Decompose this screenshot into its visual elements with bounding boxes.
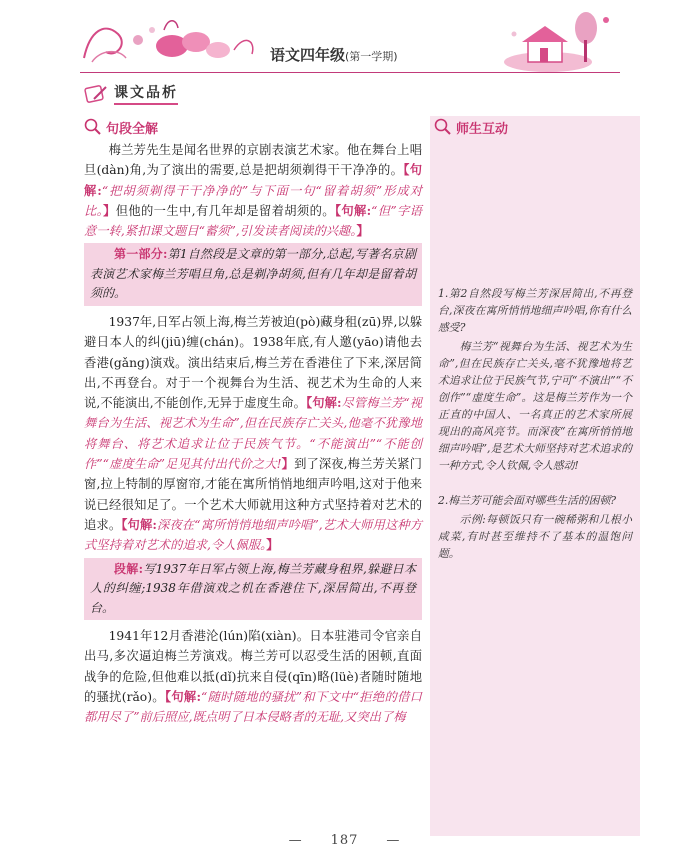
main-column [84,116,422,728]
side-title: 师生互动 [456,121,509,137]
annotation-text: “但”字语意一转,紧扣课文题目“蓄须”,引发读者阅读的兴趣。 [84,203,422,239]
p1-text-2: 但他的一生中,有几年却是留着胡须的。 [115,203,335,218]
annotation-tag-end: 】 [266,537,279,553]
p1-text: 梅兰芳先生是闻名世界的京剧表演艺术家。他在舞台上唱旦(dàn)角,为了演出的需要,总是把胡须剃得干干净净的。 [84,143,422,178]
annotation-tag: 【句解: [306,395,342,411]
summary-text: 写1937年日军占领上海,梅兰芳藏身租界,躲避日本人的纠缠;1938年借演戏之机在香港住下,深居简出,不再登台。 [90,561,416,615]
header-title-main: 语文四年级 [270,46,346,64]
side-column [430,116,640,836]
side-heading [430,116,640,138]
paragraph-3 [84,626,422,727]
summary-head: 段解: [114,561,144,576]
summary-part-1 [84,243,422,306]
summary-text: 第1自然段是文章的第一部分,总起,写著名京剧表演艺术家梅兰芳唱旦角,总是剃净胡须,但有几年却是留着胡须的。 [90,247,416,301]
question-2: 2.梅兰芳可能会面对哪些生活的困顿? [438,494,617,507]
header-decoration [0,0,689,80]
summary-part-2 [84,558,422,621]
annotation-text: “把胡须剃得干干净净的”与下面一句“留着胡须”形成对比。 [84,183,422,218]
annotation-tag-end: 】 [281,456,295,472]
question-1: 1.第2自然段写梅兰芳深居简出,不再登台,深夜在寓所悄悄地细声吟唱,你有什么感受? [438,287,632,334]
annotation-text: 深夜在“寓所悄悄地细声吟唱”,艺术大师用这种方式坚持着对艺术的追求,令人佩服。 [84,517,423,553]
annotation-tag-end: 】 [103,202,116,218]
annotation-text: 尽管梅兰芳“视舞台为生活、视艺术为生命”,但在民族存亡关头,他毫不犹豫地将舞台、将艺术追求让位于民族气节。“不能演出”“不能创作”“虚度生命”足见其付出代价之大! [84,396,422,472]
magnifier-icon [84,118,102,136]
p3-text: 1941年12月香港沦(lún)陷(xiàn)。日本驻港司令官亲自出马,多次逼迫梅兰芳演戏。梅兰芳可以忍受生活的困顿,直面战争的危险,但他难以抵(dǐ)抗来自侵(qīn)略(lüè)者随时随地的骚扰(rǎo)。 [84,629,422,704]
subsection-title: 句段全解 [106,121,159,137]
page-dash-left: — [288,833,303,848]
subsection-heading [84,116,422,138]
pencil-card-icon [84,83,110,105]
paragraph-1 [84,140,422,241]
p2-text: 1937年,日军占领上海,梅兰芳被迫(pò)藏身租(zū)界,以躲避日本人的纠(jiū)缠(chán)。1938年底,有人邀(yāo)请他去香港(gǎng)演戏。演出结束后,梅兰芳在香港住了下来,深居简出,不再登台。对于一个视舞台为生活、视艺术为生命的人来说,不能演出,不能创作,无异于虚度生命。 [84,314,422,411]
answer-1: 梅兰芳“视舞台为生活、视艺术为生命”,但在民族存亡关头,毫不犹豫地将艺术追求让位于民族气节,宁可“不演出”“不创作”“虚度生命”。这是梅兰芳作为一个正直的中国人、一名真正的艺术家所展现出的高风亮节。而深夜“在寓所悄悄地细声吟唱”,是艺术大师坚持对艺术追求的一种方式,令人钦佩,令人感动! [438,340,632,472]
annotation-tag: 【句解: [334,202,372,218]
header-title-sub: (第一学期) [345,50,398,63]
page-number [0,833,689,848]
annotation-tag: 【句解: [84,162,422,198]
annotation-tag-end: 】 [356,223,369,239]
header-rule [80,72,620,73]
annotation-tag: 【句解: [121,516,157,532]
header-title [270,44,398,65]
magnifier-icon [434,118,452,136]
annotation-tag: 【句解: [164,688,202,704]
section-label: 课文品析 [114,82,178,105]
page-number-value: 187 [330,833,359,848]
page-header [0,0,689,80]
section-heading [84,82,178,105]
summary-head: 第一部分: [114,247,168,262]
answer-2: 示例:每顿饭只有一碗稀粥和几根小咸菜,有时甚至维持不了基本的温饱问题。 [438,513,632,560]
page-dash-right: — [386,833,401,848]
paragraph-2 [84,312,422,556]
p2-text-2: 到了深夜,梅兰芳关紧门窗,拉上特制的厚窗帘,才能在寓所悄悄地细声吟唱,这对于他来说已经很知足了。一个艺术大师就用这种方式坚持着对艺术的追求。 [84,457,422,532]
annotation-text: “随时随地的骚扰”和下文中“拒绝的借口都用尽了”前后照应,既点明了日本侵略者的无耻,又突出了梅 [84,689,422,725]
side-spacer [430,140,640,285]
